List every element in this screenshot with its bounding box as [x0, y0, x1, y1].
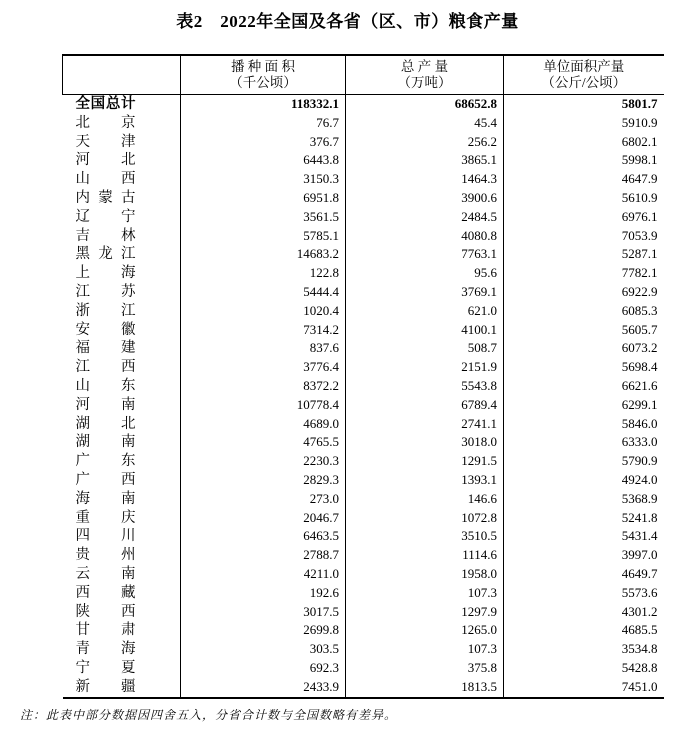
table-body [63, 95, 664, 698]
region-name: 重庆 [75, 509, 136, 526]
region-name: 山东 [75, 377, 136, 394]
value-cell: 5368.9 [504, 490, 664, 509]
region-header-cell [63, 55, 181, 95]
value-cell: 4647.9 [504, 170, 664, 189]
table-row [63, 415, 664, 434]
region-cell [63, 396, 181, 415]
region-name: 湖北 [75, 415, 136, 432]
value-cell: 3510.5 [346, 527, 504, 546]
table-row [63, 490, 664, 509]
value-cell: 3776.4 [181, 358, 346, 377]
table-row [63, 565, 664, 584]
value-cell: 1297.9 [346, 603, 504, 622]
value-cell: 5241.8 [504, 509, 664, 528]
value-cell: 6789.4 [346, 396, 504, 415]
value-cell: 5543.8 [346, 377, 504, 396]
region-cell [63, 227, 181, 246]
table-row [63, 621, 664, 640]
region-name: 天津 [75, 133, 136, 150]
value-cell: 5605.7 [504, 321, 664, 340]
sown-area-header-cell [181, 55, 346, 95]
value-cell: 2699.8 [181, 621, 346, 640]
value-cell: 1464.3 [346, 170, 504, 189]
footnote: 注：此表中部分数据因四舍五入，分省合计数与全国数略有差异。 [20, 707, 398, 722]
table-row [63, 339, 664, 358]
region-name: 辽宁 [75, 208, 136, 225]
value-cell: 6951.8 [181, 189, 346, 208]
table-row [63, 264, 664, 283]
value-cell: 3997.0 [504, 546, 664, 565]
table-row [63, 546, 664, 565]
grain-production-table [62, 54, 664, 699]
region-cell [63, 264, 181, 283]
region-cell [63, 433, 181, 452]
value-cell: 621.0 [346, 302, 504, 321]
yield-per-area-header-cell [504, 55, 664, 95]
value-cell: 2741.1 [346, 415, 504, 434]
value-cell: 273.0 [181, 490, 346, 509]
region-name: 内蒙古 [75, 189, 136, 206]
value-cell: 4765.5 [181, 433, 346, 452]
value-cell: 7451.0 [504, 678, 664, 698]
table-row [63, 114, 664, 133]
value-cell: 7053.9 [504, 227, 664, 246]
value-cell: 5428.8 [504, 659, 664, 678]
table-row [63, 302, 664, 321]
value-cell: 7763.1 [346, 245, 504, 264]
table-row [63, 659, 664, 678]
value-cell: 45.4 [346, 114, 504, 133]
value-cell: 6073.2 [504, 339, 664, 358]
value-cell: 7782.1 [504, 264, 664, 283]
region-cell [63, 339, 181, 358]
value-cell: 256.2 [346, 133, 504, 152]
value-cell: 3534.8 [504, 640, 664, 659]
region-cell [63, 208, 181, 227]
region-cell [63, 452, 181, 471]
table-row [63, 151, 664, 170]
column-header-unit: （万吨） [397, 75, 452, 90]
region-name: 河北 [75, 152, 136, 169]
region-name: 湖南 [75, 434, 136, 451]
region-cell [63, 245, 181, 264]
region-name: 全国总计 [75, 96, 136, 112]
table-row [63, 170, 664, 189]
value-cell: 6085.3 [504, 302, 664, 321]
region-name: 福建 [75, 340, 136, 357]
value-cell: 107.3 [346, 584, 504, 603]
value-cell: 5431.4 [504, 527, 664, 546]
value-cell: 76.7 [181, 114, 346, 133]
column-header-name: 播 种 面 积 [230, 59, 296, 74]
value-cell: 3900.6 [346, 189, 504, 208]
table-row [63, 227, 664, 246]
region-name: 上海 [75, 265, 136, 282]
value-cell: 4100.1 [346, 321, 504, 340]
value-cell: 2230.3 [181, 452, 346, 471]
value-cell: 5287.1 [504, 245, 664, 264]
value-cell: 95.6 [346, 264, 504, 283]
value-cell: 6299.1 [504, 396, 664, 415]
region-name: 江西 [75, 359, 136, 376]
column-header-name: 总 产 量 [400, 59, 449, 74]
table-row [63, 640, 664, 659]
value-cell: 5610.9 [504, 189, 664, 208]
value-cell: 6922.9 [504, 283, 664, 302]
value-cell: 122.8 [181, 264, 346, 283]
region-name: 陕西 [75, 603, 136, 620]
region-cell [63, 509, 181, 528]
value-cell: 4080.8 [346, 227, 504, 246]
value-cell: 5910.9 [504, 114, 664, 133]
region-cell [63, 114, 181, 133]
region-name: 宁夏 [75, 659, 136, 676]
region-cell [63, 584, 181, 603]
value-cell: 4685.5 [504, 621, 664, 640]
region-name: 甘肃 [75, 622, 136, 639]
region-name: 广东 [75, 453, 136, 470]
region-cell [63, 527, 181, 546]
value-cell: 14683.2 [181, 245, 346, 264]
value-cell: 5998.1 [504, 151, 664, 170]
region-name: 西藏 [75, 584, 136, 601]
table-row [63, 584, 664, 603]
region-cell [63, 358, 181, 377]
table-row [63, 245, 664, 264]
region-cell [63, 377, 181, 396]
region-name: 河南 [75, 396, 136, 413]
region-name: 云南 [75, 565, 136, 582]
region-cell [63, 565, 181, 584]
value-cell: 5801.7 [504, 95, 664, 114]
value-cell: 4301.2 [504, 603, 664, 622]
value-cell: 5444.4 [181, 283, 346, 302]
table-row [63, 471, 664, 490]
table-row [63, 452, 664, 471]
region-name: 贵州 [75, 547, 136, 564]
value-cell: 1813.5 [346, 678, 504, 698]
region-cell [63, 133, 181, 152]
value-cell: 2151.9 [346, 358, 504, 377]
region-name: 山西 [75, 171, 136, 188]
value-cell: 7314.2 [181, 321, 346, 340]
region-name: 四川 [75, 528, 136, 545]
value-cell: 2829.3 [181, 471, 346, 490]
value-cell: 837.6 [181, 339, 346, 358]
region-name: 新疆 [75, 678, 136, 695]
value-cell: 4211.0 [181, 565, 346, 584]
table-row [63, 189, 664, 208]
region-name: 黑龙江 [75, 246, 136, 263]
value-cell: 107.3 [346, 640, 504, 659]
table-row [63, 433, 664, 452]
table-row [63, 321, 664, 340]
value-cell: 1265.0 [346, 621, 504, 640]
value-cell: 2433.9 [181, 678, 346, 698]
value-cell: 8372.2 [181, 377, 346, 396]
value-cell: 3018.0 [346, 433, 504, 452]
value-cell: 4924.0 [504, 471, 664, 490]
region-cell [63, 640, 181, 659]
value-cell: 5698.4 [504, 358, 664, 377]
column-header-unit: （千公顷） [229, 75, 297, 90]
value-cell: 118332.1 [181, 95, 346, 114]
value-cell: 6621.6 [504, 377, 664, 396]
value-cell: 1393.1 [346, 471, 504, 490]
table-row [63, 358, 664, 377]
table-row [63, 377, 664, 396]
value-cell: 1020.4 [181, 302, 346, 321]
value-cell: 375.8 [346, 659, 504, 678]
region-name: 北京 [75, 114, 136, 131]
value-cell: 4649.7 [504, 565, 664, 584]
value-cell: 3865.1 [346, 151, 504, 170]
region-cell [63, 151, 181, 170]
value-cell: 5573.6 [504, 584, 664, 603]
value-cell: 3561.5 [181, 208, 346, 227]
value-cell: 6333.0 [504, 433, 664, 452]
value-cell: 1291.5 [346, 452, 504, 471]
table-row [63, 133, 664, 152]
region-cell [63, 678, 181, 698]
region-cell [63, 415, 181, 434]
region-cell [63, 170, 181, 189]
value-cell: 192.6 [181, 584, 346, 603]
table-row [63, 95, 664, 114]
header-row [63, 55, 664, 95]
table-row [63, 396, 664, 415]
value-cell: 2788.7 [181, 546, 346, 565]
region-cell [63, 302, 181, 321]
total-output-header-cell [346, 55, 504, 95]
region-name: 海南 [75, 490, 136, 507]
table-row [63, 509, 664, 528]
table-title: 表2 2022年全国及各省（区、市）粮食产量 [176, 12, 519, 31]
value-cell: 5790.9 [504, 452, 664, 471]
column-header-name: 单位面积产量 [543, 59, 625, 74]
value-cell: 508.7 [346, 339, 504, 358]
value-cell: 2046.7 [181, 509, 346, 528]
region-cell [63, 95, 181, 114]
region-name: 安徽 [75, 321, 136, 338]
value-cell: 6463.5 [181, 527, 346, 546]
value-cell: 1958.0 [346, 565, 504, 584]
value-cell: 6976.1 [504, 208, 664, 227]
value-cell: 146.6 [346, 490, 504, 509]
value-cell: 2484.5 [346, 208, 504, 227]
value-cell: 10778.4 [181, 396, 346, 415]
column-header-unit: （公斤/公顷） [541, 75, 627, 90]
value-cell: 1114.6 [346, 546, 504, 565]
value-cell: 5846.0 [504, 415, 664, 434]
region-name: 吉林 [75, 227, 136, 244]
value-cell: 1072.8 [346, 509, 504, 528]
value-cell: 6802.1 [504, 133, 664, 152]
table-row [63, 527, 664, 546]
region-cell [63, 283, 181, 302]
region-cell [63, 189, 181, 208]
region-name: 青海 [75, 641, 136, 658]
table-row [63, 283, 664, 302]
region-cell [63, 546, 181, 565]
region-cell [63, 490, 181, 509]
value-cell: 692.3 [181, 659, 346, 678]
value-cell: 5785.1 [181, 227, 346, 246]
value-cell: 3017.5 [181, 603, 346, 622]
value-cell: 3150.3 [181, 170, 346, 189]
region-name: 浙江 [75, 302, 136, 319]
value-cell: 303.5 [181, 640, 346, 659]
table-row [63, 678, 664, 698]
region-name: 江苏 [75, 283, 136, 300]
region-cell [63, 471, 181, 490]
region-cell [63, 603, 181, 622]
value-cell: 4689.0 [181, 415, 346, 434]
value-cell: 3769.1 [346, 283, 504, 302]
region-name: 广西 [75, 471, 136, 488]
region-cell [63, 621, 181, 640]
value-cell: 6443.8 [181, 151, 346, 170]
region-cell [63, 659, 181, 678]
value-cell: 68652.8 [346, 95, 504, 114]
region-cell [63, 321, 181, 340]
table-row [63, 603, 664, 622]
table-row [63, 208, 664, 227]
value-cell: 376.7 [181, 133, 346, 152]
